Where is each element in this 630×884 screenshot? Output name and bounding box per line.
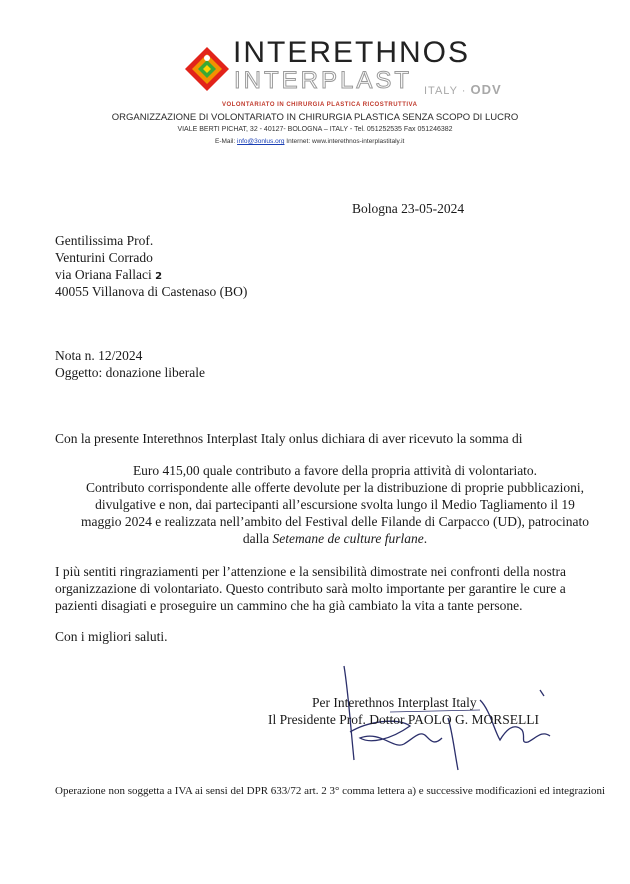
letter-date: Bologna 23-05-2024 <box>352 201 465 216</box>
organization-logo <box>184 46 230 92</box>
recipient-line: 40055 Villanova di Castenaso (BO) <box>55 284 248 299</box>
organization-suffix: ITALY · ODV <box>424 82 502 97</box>
donation-details <box>55 462 615 547</box>
organization-description: ORGANIZZAZIONE DI VOLONTARIATO IN CHIRURGIA PLASTICA SENZA SCOPO DI LUCRO <box>111 112 519 123</box>
thanks-line: pazienti disagiati e proseguire un cammino che ha già cambiato la vita a tante persone. <box>55 598 523 613</box>
donation-line <box>55 530 615 547</box>
recipient-street: via Oriana Fallaci <box>55 267 152 282</box>
internet-label: Internet: <box>286 138 311 145</box>
email-link[interactable]: info@3onlus.org <box>237 138 285 145</box>
donation-line: maggio 2024 e realizzata nell’ambito del Festival delle Filande di Carpacco (UD), patrocinato <box>81 514 589 529</box>
thanks-line: I più sentiti ringraziamenti per l’attenzione e la sensibilità dimostrate nei confronti della nostra <box>55 564 566 579</box>
handwritten-number: 2 <box>155 271 163 282</box>
nota-number: Nota n. 12/2024 <box>55 348 143 363</box>
organization-name: INTERETHNOS <box>233 36 471 69</box>
organization-contacts <box>215 138 404 145</box>
thanks-paragraph <box>55 563 566 614</box>
website-link[interactable]: www.interethnos-interplastitaly.it <box>311 138 405 145</box>
event-name: Setemane de culture furlane <box>272 531 424 546</box>
recipient-block <box>55 232 247 300</box>
donation-line: Contributo corrispondente alle offerte devolute per la distribuzione di proprie pubblicazioni, <box>86 480 584 495</box>
thanks-line: organizzazione di volontariato. Questo contributo sarà molto importante per garantire le cure a <box>55 581 566 596</box>
signature-president-line: Il Presidente Prof. Dottor PAOLO G. MORSELLI <box>268 712 539 727</box>
recipient-line: Gentilissima Prof. <box>55 233 154 248</box>
signature-for-line: Per Interethnos Interplast Italy <box>312 695 477 710</box>
volunteer-tagline: VOLONTARIATO IN CHIRURGIA PLASTICA RICOSTRUTTIVA <box>222 102 418 108</box>
vat-footer-note: Operazione non soggetta a IVA ai sensi del DPR 633/72 art. 2 3° comma lettera a) e successive modificazioni ed integrazioni <box>55 785 606 797</box>
recipient-line: Venturini Corrado <box>55 250 153 265</box>
donation-line: divulgative e non, dai partecipanti all’escursione svolta lungo il Medio Tagliamento il 19 <box>95 497 575 512</box>
subject-line: Oggetto: donazione liberale <box>55 365 205 380</box>
donation-last-prefix: dalla <box>242 531 273 546</box>
donation-last-suffix: . <box>423 531 428 546</box>
organization-suffix-italy: ITALY <box>424 85 458 97</box>
email-label: E-Mail: <box>215 138 236 145</box>
organization-suffix-odv: ODV <box>470 82 502 97</box>
closing-salutation: Con i migliori saluti. <box>55 629 168 644</box>
donation-line: Euro 415,00 quale contributo a favore della propria attività di volontariato. <box>132 463 538 478</box>
organization-address: VIALE BERTI PICHAT, 32 - 40127- BOLOGNA – ITALY - Tel. 051252535 Fax 051246382 <box>177 126 453 133</box>
recipient-line <box>55 266 247 283</box>
organization-subname: INTERPLAST <box>234 67 413 94</box>
reference-block <box>55 347 205 381</box>
intro-paragraph: Con la presente Interethnos Interplast Italy onlus dichiara di aver ricevuto la somma di <box>55 431 523 446</box>
